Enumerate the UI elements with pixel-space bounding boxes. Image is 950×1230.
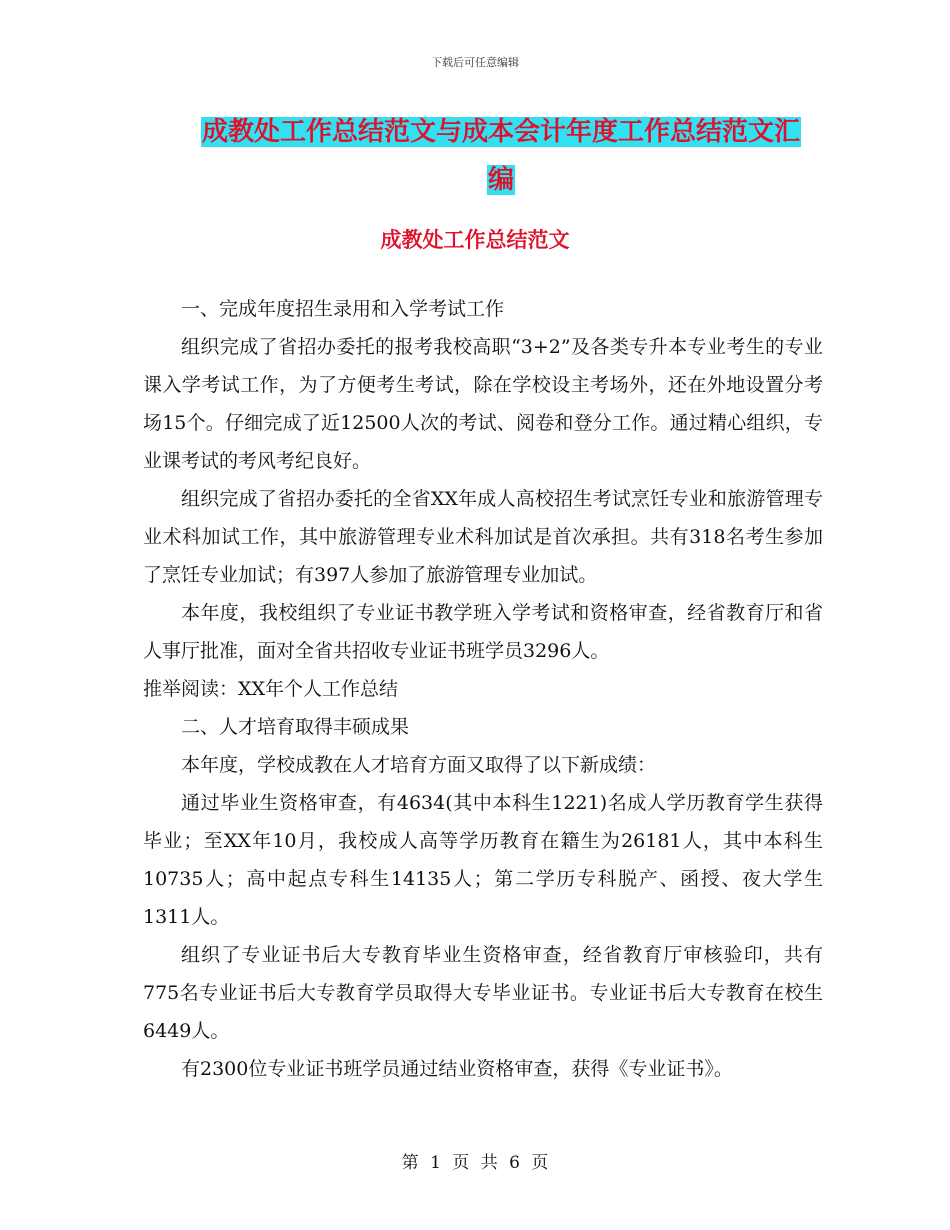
paragraph: 组织了专业证书后大专教育毕业生资格审查，经省教育厅审核验印，共有775名专业证书后大专教育学员取得大专毕业证书。专业证书后大专教育在校生6449人。 [143,944,823,1042]
paragraph: 有2300位专业证书班学员通过结业资格审查，获得《专业证书》。 [181,1058,733,1080]
paragraph: 组织完成了省招办委托的全省XX年成人高校招生考试烹饪专业和旅游管理专业术科加试工作，其中旅游管理专业术科加试是首次承担。共有318名考生参加了烹饪专业加试；有397人参加了旅游管理专业加试。 [143,488,823,586]
page-header-note: 下载后可任意编辑 [431,56,519,69]
section-title: 成教处工作总结范文 [380,228,570,252]
paragraph-heading-2: 二、人才培育取得丰硕成果 [181,716,410,738]
document-title-line-1: 成教处工作总结范文与成本会计年度工作总结范文汇 [201,117,800,147]
document-title [196,108,806,204]
page-footer-number: 第 1 页 共 6 页 [401,1153,549,1173]
paragraph: 本年度，我校组织了专业证书教学班入学考试和资格审查，经省教育厅和省人事厅批准，面对全省共招收专业证书班学员3296人。 [143,602,823,662]
recommended-reading-line: 推举阅读：XX年个人工作总结 [143,678,399,700]
document-title-line-2: 编 [487,165,514,195]
paragraph: 通过毕业生资格审查，有4634(其中本科生1221)名成人学历教育学生获得毕业；至XX年10月，我校成人高等学历教育在籍生为26181人，其中本科生10735人；高中起点专科生14135人；第二学历专科脱产、函授、夜大学生1311人。 [143,792,823,928]
paragraph: 本年度，学校成教在人才培育方面又取得了以下新成绩： [181,754,657,776]
paragraph: 组织完成了省招办委托的报考我校高职“3+2”及各类专升本专业考生的专业课入学考试工作，为了方便考生考试，除在学校设主考场外，还在外地设置分考场15个。仔细完成了近12500人次的考试、阅卷和登分工作。通过精心组织，专业课考试的考风考纪良好。 [143,336,823,472]
paragraph-heading-1: 一、完成年度招生录用和入学考试工作 [181,298,505,320]
document-body [143,290,823,1088]
